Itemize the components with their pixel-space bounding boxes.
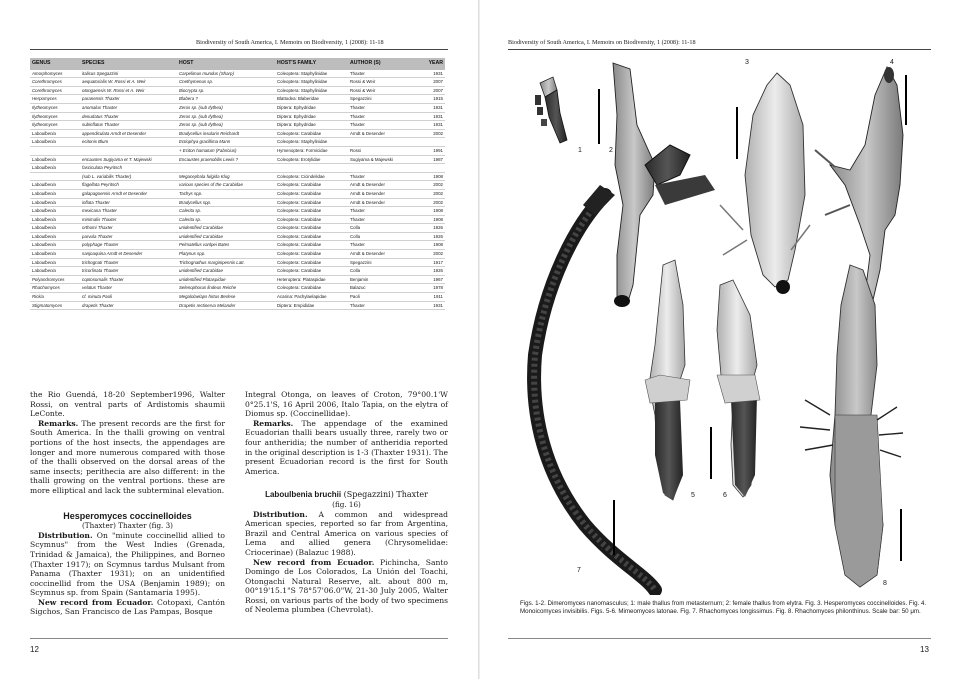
table-cell: 1917 (433, 259, 443, 265)
figure-label-3: 3 (745, 59, 749, 66)
table-cell: Rossi & Weir (350, 87, 376, 93)
table-cell: 1911 (433, 294, 443, 300)
table-cell: inflata Thaxter (82, 199, 110, 205)
species-records-table (30, 58, 445, 310)
table-cell: Diptera: Ephydridae (277, 113, 316, 119)
table-row (30, 207, 445, 216)
table-cell (80, 146, 177, 155)
table-row (30, 241, 445, 250)
table-cell: (sub L. variabilis Thaxter) (82, 173, 132, 179)
table-cell: 1978 (433, 285, 443, 291)
table-cell: Balazuc (350, 285, 366, 291)
table-cell: 2002 (433, 130, 443, 136)
table-cell: velatus Thaxter (82, 285, 113, 291)
table-cell: various species of the Carabidae (179, 182, 243, 188)
table-cell: Laboulbenia (32, 165, 56, 171)
table-cell: Coleoptera: Carabidae (277, 199, 322, 205)
table-cell (418, 138, 445, 147)
table-row (30, 250, 445, 259)
table-cell: drapetis Thaxter (82, 302, 114, 308)
scale-bar (710, 427, 712, 479)
table-cell: 2002 (433, 251, 443, 257)
table-cell: 1926 (433, 233, 443, 239)
table-cell: appendiculata Arndt et Desender (82, 130, 147, 136)
table-cell: 1931 (433, 70, 443, 76)
table-cell: Coleoptera: Carabidae (277, 225, 322, 231)
table-cell: 2002 (433, 199, 443, 205)
species-fig-ref: (fig. 16) (332, 499, 361, 509)
table-cell: Thaxter (350, 104, 365, 110)
table-cell: Laboulbenia (32, 242, 56, 248)
table-cell: Laboulbenia (32, 130, 56, 136)
table-row (30, 224, 445, 233)
table-cell: 1926 (433, 268, 443, 274)
figure-caption: Figs. 1-2. Dimeromyces nanomasculus; 1: male thallus from metasternum; 2: female thallus from elytra. Fig. 3. Hesperomyces coccinelloides. Fig. 4. Monoicomyces invisibilis. Figs. 5-6. Mimeomyces latonae. Fig. 7. Rhachomyces longissimus. Fig. 8. Rhachomyces philonthinus. Scale bar: 50 μm. (520, 600, 927, 616)
table-cell: Encaustes praenobilis Lewis ? (179, 156, 239, 162)
table-cell: denudatus Thaxter (82, 113, 119, 119)
table-cell: Polyandromyces (32, 276, 65, 282)
table-cell: 1967 (433, 276, 443, 282)
table-cell: Thaxter (350, 216, 365, 222)
table-cell: Coleoptera: Carabidae (277, 216, 322, 222)
table-row (30, 155, 445, 164)
table-cell: Corethromyces (32, 79, 62, 85)
table-cell: tricorlinata Thaxter (82, 268, 119, 274)
table-cell: Calerita sp. (179, 208, 202, 214)
table-cell: Laboulbenia (32, 139, 56, 145)
table-cell: Calerita sp. (179, 216, 202, 222)
table-cell: Rhachomyces (32, 285, 60, 291)
table-cell: fasciculata Peyritsch (82, 165, 123, 171)
figure-6-mimeomyces (717, 280, 760, 497)
table-cell: + Eciton hamatum (Fabricius) (179, 147, 237, 153)
table-cell: trichognati Thaxter (82, 259, 119, 265)
col-header-authors: AUTHOR (S) (350, 60, 381, 66)
table-row (30, 215, 445, 224)
table-cell: Stigmatomyces (32, 302, 63, 308)
table-cell: Thaxter (350, 208, 365, 214)
figure-label-7: 7 (577, 567, 581, 574)
header-rule (508, 49, 931, 50)
table-cell: 2007 (433, 87, 443, 93)
table-cell: sanjoaquina Arndt et Desender (82, 251, 143, 257)
figure-1-male-thallus (535, 77, 567, 143)
table-cell: 1908 (433, 208, 443, 214)
table-cell: unidentified Carabidae (179, 268, 223, 274)
distribution-heading: Distribution. (38, 530, 93, 540)
table-cell: Laboulbenia (32, 233, 56, 239)
table-body (30, 70, 445, 310)
figure-label-8: 8 (883, 580, 887, 587)
table-cell: Cnethymenus sp. (179, 79, 214, 85)
table-cell: Trichognathus marginipennis Latr. (179, 259, 245, 265)
table-row (30, 70, 445, 78)
table-cell: 1908 (433, 216, 443, 222)
paragraph: Integral Otonga, on leaves of Croton, 79°00.1'W 0°25.1'S, 16 April 2006, Italo Tapia, on the elytra of Diomus sp. (Coccinellidae). (245, 390, 448, 419)
table-cell: Coleoptera: Carabidae (277, 182, 322, 188)
figure-8-rhachomyces-philonthinus (800, 265, 903, 587)
table-cell: Spegazzini (350, 259, 372, 265)
table-cell: Thaxter (350, 173, 365, 179)
table-cell: 1931 (433, 113, 443, 119)
species-title: Laboulbenia bruchii (265, 490, 342, 500)
table-cell: Laboulbenia (32, 225, 56, 231)
table-cell: Blabera ? (179, 96, 198, 102)
table-cell: Colla (350, 268, 361, 274)
table-row (30, 172, 445, 181)
table-cell: Corethromyces (32, 87, 62, 93)
table-cell: 1931 (433, 104, 443, 110)
table-cell: Bradycellus spp. (179, 199, 212, 205)
table-cell: Platynus spp. (179, 251, 206, 257)
figure-3-hesperomyces (720, 73, 810, 294)
table-cell: Coleoptera: Cicindelidae (277, 173, 325, 179)
table-cell: Coleoptera: Staphylinidae (277, 87, 328, 93)
text-column-2 (245, 390, 448, 615)
table-row (30, 103, 445, 112)
table-row (30, 129, 445, 138)
table-cell: Thaxter (350, 302, 365, 308)
paragraph: The appendage of the examined Ecuadorian thalli bears usually three, rarely two or four antheridia; the number of antheridia reported in the original description is 1-3 (Thaxter 1931). The present Ecuadorian record is the first for South America. (245, 418, 448, 476)
table-cell: Drapetis rectinerva Melander (179, 302, 236, 308)
table-cell: anomalus Thaxter (82, 104, 118, 110)
table-cell: italicus Spegazzini (82, 70, 119, 76)
table-cell: ecitonis Blum (82, 139, 109, 145)
remarks-heading: Remarks. (253, 418, 294, 428)
table-cell: Thaxter (350, 113, 365, 119)
table-cell: Coleoptera: Carabidae (277, 242, 322, 248)
paragraph: the Rio Guendá, 18-20 September1996, Walter Rossi, on ventral parts of Ardistomis shaumii LeConte. (30, 390, 225, 419)
table-cell: Thaxter (350, 122, 365, 128)
table-cell: Amorphomyces (32, 70, 63, 76)
table-cell: parvula Thaxter (82, 233, 113, 239)
species-title: Hesperomyces coccinelloides (63, 510, 192, 521)
table-cell: Diptera: Ephydridae (277, 122, 316, 128)
table-cell: 2002 (433, 182, 443, 188)
table-cell: 2007 (433, 79, 443, 85)
table-cell: Heteroptera: Plataspidae (277, 276, 326, 282)
table-cell: unidentified Carabidae (179, 225, 223, 231)
table-row (30, 198, 445, 207)
scale-bar (900, 509, 902, 561)
running-header-right: Biodiversity of South America, I. Memoirs on Biodiversity, 1 (2008): 11-18 (508, 39, 696, 46)
table-cell: 1915 (433, 96, 443, 102)
col-header-species: SPECIES (82, 60, 105, 66)
text-column-1 (30, 390, 225, 617)
figure-4-monoicomyces (815, 67, 903, 300)
table-cell: Laboulbenia (32, 208, 56, 214)
table-cell: polyphage Thaxter (82, 242, 119, 248)
table-row (30, 146, 445, 155)
table-cell: Pelmatellus vanlpei Bates (179, 242, 230, 248)
table-cell: unidentified Carabidae (179, 233, 223, 239)
new-record-heading: New record from Ecuador. (253, 557, 375, 567)
table-cell: Hymenoptera: Formicidae (277, 147, 328, 153)
table-row (30, 181, 445, 190)
table-cell: Paoli (350, 294, 360, 300)
table-cell: Diptera: Ephydridae (277, 104, 316, 110)
table-row (30, 189, 445, 198)
table-cell: Herpomyces (32, 96, 57, 102)
distribution-heading: Distribution. (253, 509, 308, 519)
table-cell: Coleoptera: Carabidae (277, 208, 322, 214)
table-cell: Arndt & Desender (350, 190, 385, 196)
table-cell: Arndt & Desender (350, 199, 385, 205)
species-authority: (Spegazzini) Thaxter (341, 490, 428, 500)
table-cell: 1987 (433, 156, 443, 162)
table-cell: otongaensis W. Rossi et A. Weir (82, 87, 145, 93)
table-row (30, 267, 445, 276)
table-cell: Laboulbenia (32, 182, 56, 188)
table-cell: Benjamin (350, 276, 369, 282)
paragraph: Pichincha, Santo Domingo de Los Colorados, La Unión del Toachi, Otongachi Natural Reserve, alt. about 800 m, 00°19'15.1"S 78°57'06.0"W, 21-30 July 2005, Walter Rossi, on various parts of the body of two specimens of Neolema plumbea (Chevrolat). (245, 557, 448, 615)
table-cell: Laboulbenia (32, 251, 56, 257)
table-cell (348, 138, 418, 147)
table-cell: aequatorialis W. Rossi et A. Weir (82, 79, 146, 85)
figure-label-4: 4 (890, 59, 894, 66)
species-authority: (Thaxter) Thaxter (fig. 3) (81, 521, 173, 531)
paragraph: A common and widespread American species, reported so far from Argentina, Brazil and Central America on various species of Lema and allied genera (Chrysomelidae: Criocerinae) (Balazuc 1988). (245, 509, 448, 557)
table-cell: Colla (350, 225, 361, 231)
table-cell: cf. minuta Paoli (82, 294, 113, 300)
table-cell: 2002 (433, 190, 443, 196)
figure-plate (505, 55, 935, 595)
table-cell: flagellata Peyritsch (82, 182, 119, 188)
footer-rule (508, 638, 931, 639)
table-cell: Sugiyama & Majewski (350, 156, 393, 162)
table-cell: Laboulbenia (32, 190, 56, 196)
table-row (30, 112, 445, 121)
table-cell: Ilytheomyces (32, 122, 58, 128)
col-header-hosts-family: HOST'S FAMILY (277, 60, 317, 66)
table-row (30, 232, 445, 241)
table-cell: Coleoptera: Carabidae (277, 233, 322, 239)
table-cell: Coleoptera: Staphylinidae (277, 79, 328, 85)
table-cell: unidentified Plataspidae (179, 276, 226, 282)
table-header-row (30, 58, 445, 70)
paragraph: On "minute coccinellid allied to Scymnus" from the West Indies (Grenada, Trinidad & Jamaica), the Philippines, and Borneo (Thaxter 1917); on Scymnus tardus Mulsant from Panama (Thaxter 1931); on an unidentified coccinellid from the USA (Benjamin 1989); on Scymnus sp. from Spain (Santamaria 1995). (30, 530, 225, 598)
figure-label-2: 2 (609, 147, 613, 154)
header-rule (30, 49, 448, 50)
table-cell: mexicana Thaxter (82, 208, 117, 214)
table-cell: Laboulbenia (32, 156, 56, 162)
table-row (30, 138, 445, 147)
table-cell (418, 164, 445, 173)
table-cell: Coleoptera: Carabidae (277, 251, 322, 257)
table-row (30, 293, 445, 302)
table-row (30, 258, 445, 267)
table-cell: paranensis Thaxter (82, 96, 120, 102)
table-cell: Laboulbenia (32, 268, 56, 274)
table-cell: Acarina: Pachylaelapidae (277, 294, 327, 300)
table-cell: Arndt & Desender (350, 251, 385, 257)
table-cell: Coleoptera: Carabidae (277, 190, 322, 196)
table-cell: 1931 (433, 302, 443, 308)
table-cell: coptosomalis Thaxter (82, 276, 124, 282)
col-header-year: YEAR (428, 60, 443, 66)
paragraph: Cotopaxi, Cantón Sigchos, San Francisco de Las Pampas, Bosque (30, 597, 225, 617)
table-cell: Tachys spp. (179, 190, 203, 196)
table-cell (177, 164, 275, 173)
table-cell: Coleoptera: Carabidae (277, 268, 322, 274)
table-cell: 1926 (433, 225, 443, 231)
table-cell: Rossi & Weir (350, 79, 376, 85)
table-cell: orthomi Thaxter (82, 225, 113, 231)
table-cell: Coleoptera: Carabidae (277, 259, 322, 265)
table-cell: Laboulbenia (32, 216, 56, 222)
figure-5-mimeomyces (645, 260, 690, 500)
table-row (30, 78, 445, 87)
table-row (30, 86, 445, 95)
micrograph-plate (505, 55, 935, 595)
table-cell: subinflatus Thaxter (82, 122, 120, 128)
table-cell: Blattodea: Blaberidae (277, 96, 319, 102)
table-cell (30, 172, 80, 181)
figure-label-6: 6 (723, 492, 727, 499)
table-cell: Zeros sp. (sub Ilythea) (179, 122, 223, 128)
table-cell: Spegazzini (350, 96, 372, 102)
figure-label-5: 5 (691, 492, 695, 499)
table-cell: Carpelimus mundus (Sharp) (179, 70, 234, 76)
table-cell: encaustes Sugiyama et T. Majewski (82, 156, 152, 162)
table-cell: Megacephala fulgida Klug (179, 173, 230, 179)
table-cell: Ectiophya gracillima Mann (179, 139, 231, 145)
table-cell: Laboulbenia (32, 199, 56, 205)
table-cell: Arndt & Desender (350, 182, 385, 188)
table-cell (30, 146, 80, 155)
table-cell (348, 164, 418, 173)
table-cell: Zeros sp. (sub Ilythea) (179, 104, 223, 110)
table-cell: Megalolaelaps hirtus Berlese (179, 294, 236, 300)
table-cell: galapagoensis Arndt et Desender (82, 190, 148, 196)
table-row (30, 95, 445, 104)
table-cell: Coleoptera: Staphylinidae (277, 139, 328, 145)
table-row (30, 275, 445, 284)
table-cell: 1991 (433, 147, 443, 153)
table-cell: Coleoptera: Erotylidae (277, 156, 321, 162)
table-row (30, 164, 445, 173)
table-cell: Coleoptera: Carabidae (277, 130, 322, 136)
table-cell: Arndt & Desender (350, 130, 385, 136)
table-cell: Ilytheomyces (32, 104, 58, 110)
table-cell: Ilytheomyces (32, 113, 58, 119)
table-cell: Thaxter (350, 242, 365, 248)
table-cell: 1931 (433, 122, 443, 128)
table-cell: Thaxter (350, 70, 365, 76)
running-header-left: Biodiversity of South America, I. Memoirs on Biodiversity, 1 (2008): 11-18 (196, 39, 384, 46)
table-cell: minimalis Thaxter (82, 216, 117, 222)
table-cell: Rickia (32, 294, 44, 300)
table-cell: Bradycellus insularis Reichardt (179, 130, 240, 136)
table-cell: Zeros sp. (sub Ilythea) (179, 113, 223, 119)
col-header-host: HOST (179, 60, 194, 66)
remarks-heading: Remarks. (38, 418, 79, 428)
table-cell: Colla (350, 233, 361, 239)
scale-bar (613, 500, 615, 555)
table-cell: Laboulbenia (32, 259, 56, 265)
table-cell: 1908 (433, 242, 443, 248)
table-cell: Coleoptera: Staphylinidae (277, 70, 328, 76)
table-row (30, 301, 445, 310)
table-row (30, 284, 445, 293)
col-header-genus: GENUS (32, 60, 51, 66)
table-row (30, 121, 445, 130)
figure-label-1: 1 (578, 147, 582, 154)
scale-bar (905, 75, 907, 125)
table-cell: Biocrypta sp. (179, 87, 205, 93)
paragraph: The present records are the first for South America. In the thalli growing on ventral portions of the host insects, the appendages are longer and more numerous compared with those of the thalli observed on the dorsal areas of the same insects; perithecia are also different: in the thalli growing on the ventral portions. these are more elliptical and lack the subterminal elevation. (30, 418, 225, 495)
table-cell: 1908 (433, 173, 443, 179)
table-cell (275, 164, 348, 173)
table-cell: Diptera: Empididae (277, 302, 315, 308)
page-number-right: 13 (920, 645, 929, 654)
new-record-heading: New record from Ecuador. (38, 597, 154, 607)
footer-rule (30, 638, 448, 639)
scale-bar (736, 107, 738, 159)
table-cell: Coleoptera: Carabidae (277, 285, 322, 291)
table-cell: Rossi (350, 147, 361, 153)
table-cell: Selenophorus lindeus Reiche (179, 285, 237, 291)
page-number-left: 12 (30, 645, 39, 654)
scale-bar (598, 89, 600, 144)
